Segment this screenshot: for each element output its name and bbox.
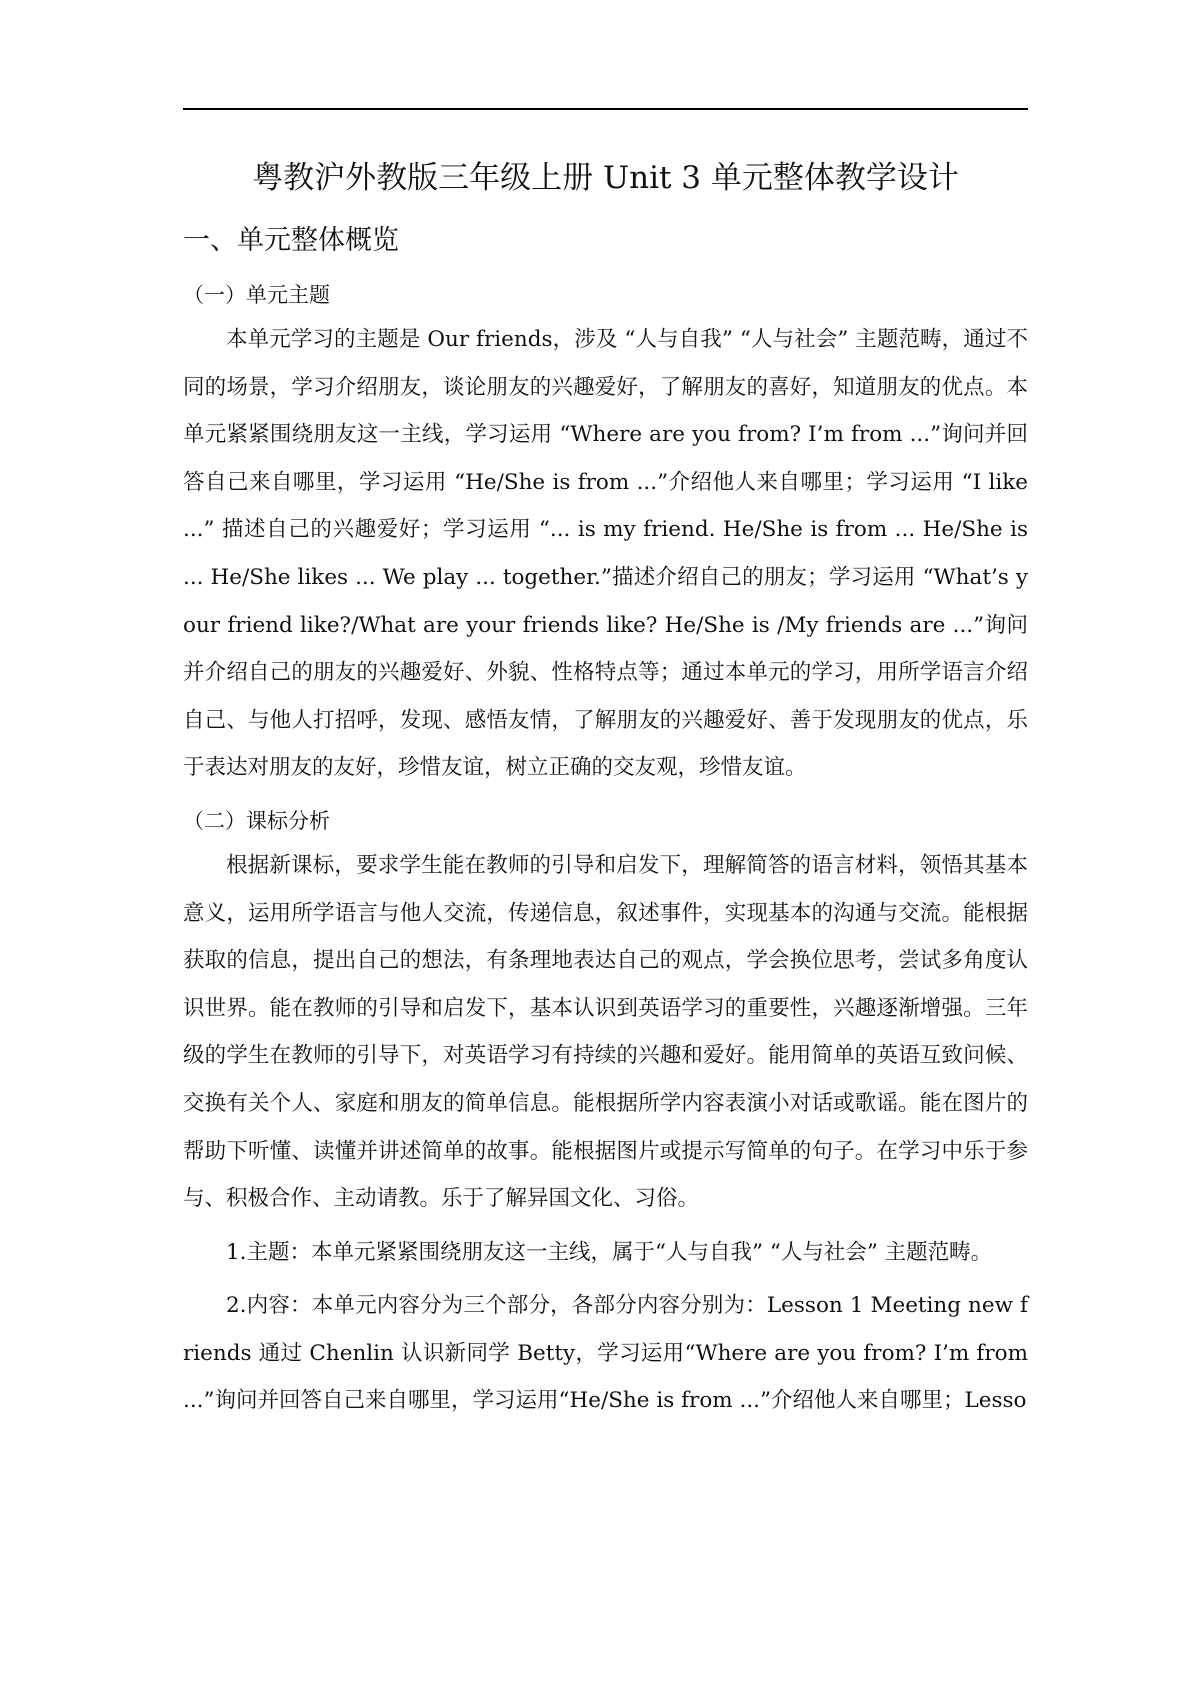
paragraph-curriculum-analysis: 根据新课标，要求学生能在教师的引导和启发下，理解简答的语言材料，领悟其基本意义，运用所学语言与他人交流，传递信息，叙述事件，实现基本的沟通与交流。能根据获取的信息，提出自己的想法，有条理地表达自己的观点，学会换位思考，尝试多角度认识世界。能在教师的引导和启发下，基本认识到英语学习的重要性，兴趣逐渐增强。三年级的学生在教师的引导下，对英语学习有持续的兴趣和爱好。能用简单的英语互致问候、交换有关个人、家庭和朋友的简单信息。能根据所学内容表演小对话或歌谣。能在图片的帮助下听懂、读懂并讲述简单的故事。能根据图片或提示写简单的句子。在学习中乐于参与、积极合作、主动请教。乐于了解异国文化、习俗。 — [183, 852, 1028, 1212]
section-heading-overview: 一、单元整体概览 — [183, 225, 399, 256]
subsection-heading-curriculum-analysis: （二）课标分析 — [183, 808, 330, 833]
paragraph-unit-theme: 本单元学习的主题是 Our friends，涉及 “人与自我” “人与社会” 主题范畴，通过不同的场景，学习介绍朋友，谈论朋友的兴趣爱好，了解朋友的喜好，知道朋友的优点。本单元紧紧围绕朋友这一主线，学习运用 “Where are you from? I’m from ...”询问并回答自己来自哪里，学习运用 “He/She is from ...”介绍他人来自哪里；学习运用 “I like ...” 描述自己的兴趣爱好；学习运用 “... is my friend. He/She is from ... He/She is ... He/She likes ... We play ... together.”描述介绍自己的朋友；学习运用 “What’s your friend like?/What are your friends like? He/She is /My friends are ...”询问并介绍自己的朋友的兴趣爱好、外貌、性格特点等；通过本单元的学习，用所学语言介绍自己、与他人打招呼，发现、感悟友情，了解朋友的兴趣爱好、善于发现朋友的优点，乐于表达对朋友的友好，珍惜友谊，树立正确的交友观，珍惜友谊。 — [183, 327, 1028, 781]
paragraph-point-theme: 1.主题：本单元紧紧围绕朋友这一主线，属于“人与自我” “人与社会” 主题范畴。 — [226, 1239, 993, 1265]
paragraph-point-content: 2.内容：本单元内容分为三个部分，各部分内容分别为：Lesson 1 Meeting new friends 通过 Chenlin 认识新同学 Betty，学习运用“Where are you from? I’m from ...”询问并回答自己来自哪里，学习运用“He/She is from ...”介绍他人来自哪里；Lesso — [183, 1293, 1028, 1414]
subsection-heading-unit-theme: （一）单元主题 — [183, 283, 330, 307]
header-rule — [183, 108, 1028, 110]
document-body — [183, 150, 1028, 1425]
document-title: 粤教沪外教版三年级上册 Unit 3 单元整体教学设计 — [252, 160, 959, 196]
